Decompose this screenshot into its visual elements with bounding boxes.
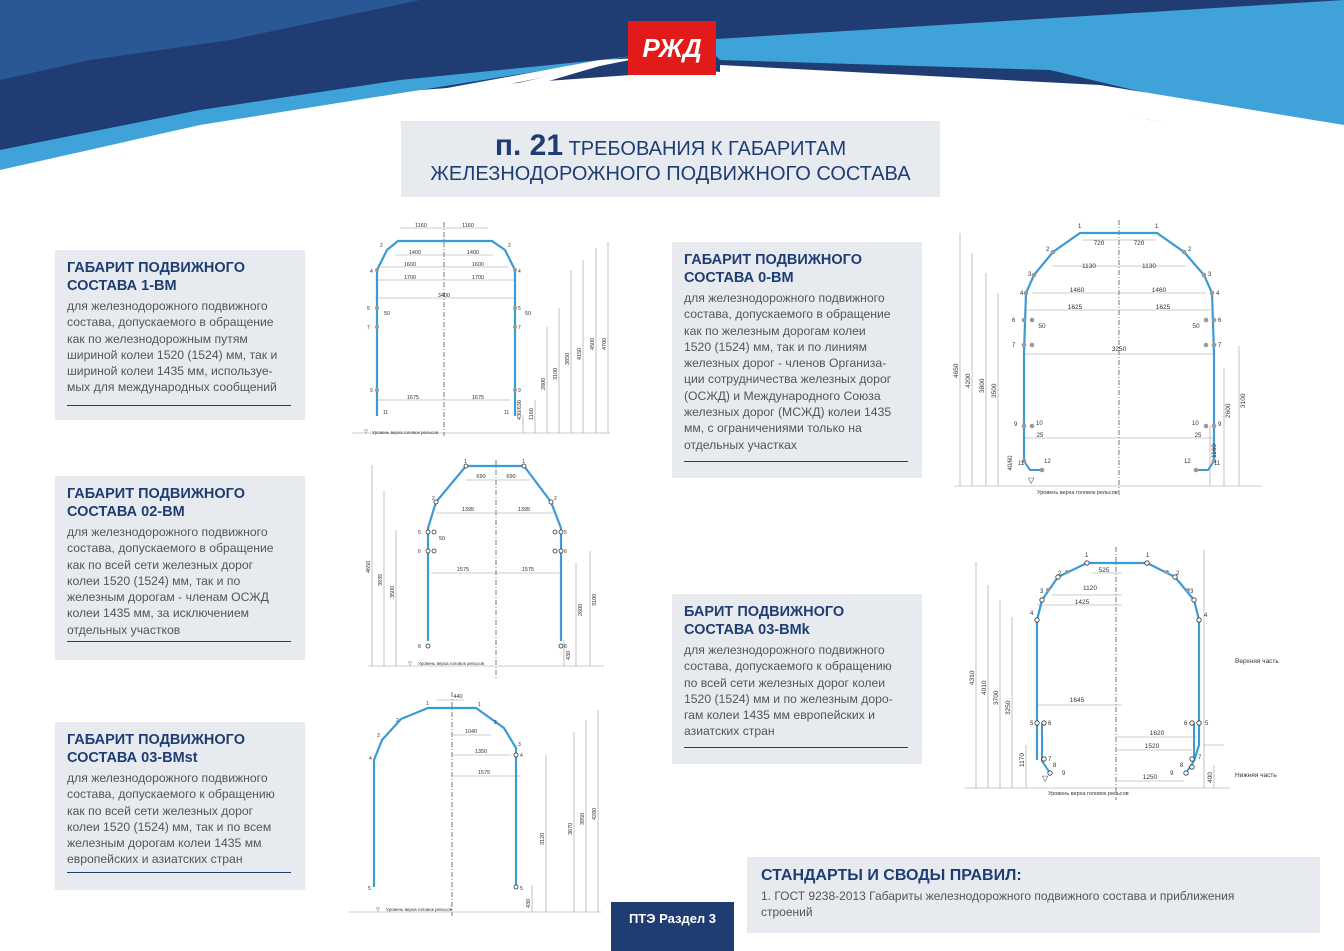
svg-text:12: 12 xyxy=(1184,459,1191,465)
svg-text:9: 9 xyxy=(1014,422,1018,428)
dim-label: 3120 xyxy=(540,832,546,845)
svg-text:9: 9 xyxy=(370,388,373,394)
svg-text:5: 5 xyxy=(367,306,370,312)
svg-text:4: 4 xyxy=(370,269,373,275)
diagram-03vmk xyxy=(962,545,1292,802)
dim-label: 1350 xyxy=(474,749,488,755)
svg-text:5: 5 xyxy=(518,306,521,312)
svg-text:2: 2 xyxy=(508,243,511,249)
svg-text:2: 2 xyxy=(1176,571,1180,577)
page-title-part1: ТРЕБОВАНИЯ К ГАБАРИТАМ xyxy=(568,138,847,160)
svg-text:5: 5 xyxy=(418,530,421,536)
dim-label: 1170 xyxy=(1019,753,1026,767)
card-title: ГАБАРИТ ПОДВИЖНОГО СОСТАВА 03-ВМst xyxy=(67,732,245,766)
dim-label: 1575 xyxy=(477,770,491,776)
svg-text:▽: ▽ xyxy=(364,429,368,435)
svg-text:5: 5 xyxy=(564,530,567,536)
svg-text:6: 6 xyxy=(1048,721,1052,727)
card-title: БАРИТ ПОДВИЖНОГО СОСТАВА 03-ВМk xyxy=(684,604,845,638)
dim-label: 720 xyxy=(1133,240,1145,247)
dim-label: 3100 xyxy=(1240,393,1247,408)
dim-label: 3500 xyxy=(390,585,396,598)
svg-text:7: 7 xyxy=(1218,343,1222,349)
page-title-box xyxy=(401,121,940,197)
dim-label: 50 xyxy=(383,311,391,317)
svg-text:▽: ▽ xyxy=(408,661,412,667)
dim-label: 50 xyxy=(438,536,446,542)
dim-label: 3500 xyxy=(991,383,998,398)
card-divider xyxy=(67,641,291,642)
dim-label: 430 xyxy=(566,650,572,660)
svg-text:3: 3 xyxy=(1040,589,1044,595)
dim-label: 4150 xyxy=(577,347,583,360)
dim-label: 4700 xyxy=(602,337,608,350)
svg-text:▽: ▽ xyxy=(376,907,380,913)
svg-text:9: 9 xyxy=(518,388,521,394)
standards-title: СТАНДАРТЫ И СВОДЫ ПРАВИЛ: xyxy=(761,867,1022,884)
dim-label: 525 xyxy=(1098,567,1110,574)
standards-box xyxy=(747,857,1320,933)
svg-text:5: 5 xyxy=(520,886,523,892)
card-divider xyxy=(684,461,908,462)
dim-label: 4500 xyxy=(590,337,596,350)
svg-text:11: 11 xyxy=(504,410,510,416)
card-title: ГАБАРИТ ПОДВИЖНОГО СОСТАВА 02-ВМ xyxy=(67,486,245,520)
svg-text:7: 7 xyxy=(1048,757,1052,763)
svg-text:9: 9 xyxy=(1170,771,1174,777)
dim-label: 4650 xyxy=(953,363,960,378)
svg-text:1: 1 xyxy=(1085,553,1089,559)
dim-label: 720 xyxy=(1093,240,1105,247)
svg-text:8: 8 xyxy=(418,644,421,650)
svg-text:4: 4 xyxy=(518,269,521,275)
dim-label: 1700 xyxy=(403,275,417,281)
svg-text:1: 1 xyxy=(522,459,525,465)
svg-text:12: 12 xyxy=(1044,459,1051,465)
dim-label: 1160 xyxy=(462,223,474,229)
svg-text:2: 2 xyxy=(1058,571,1062,577)
diagram-02vm xyxy=(366,458,606,680)
dim-label: 1400 xyxy=(408,250,422,256)
svg-text:1: 1 xyxy=(426,701,429,707)
dim-label: 1250 xyxy=(1142,774,1158,781)
svg-text:3: 3 xyxy=(1028,272,1032,278)
dim-label: 1600 xyxy=(403,262,417,268)
section-tag: ПТЭ Раздел 3 xyxy=(611,902,734,951)
dim-label: 3800 xyxy=(979,378,986,393)
dim-label: 1130 xyxy=(1142,263,1156,270)
card-02vm xyxy=(55,476,305,660)
dim-label: 2600 xyxy=(1225,403,1232,418)
card-title: ГАБАРИТ ПОДВИЖНОГО СОСТАВА 1-ВМ xyxy=(67,260,245,294)
svg-text:3: 3 xyxy=(1190,589,1194,595)
svg-text:4: 4 xyxy=(369,756,372,762)
dim-label: 1575 xyxy=(521,567,535,573)
dim-label: 1395 xyxy=(461,507,475,513)
card-1vm xyxy=(55,250,305,420)
page-title-number: п. 21 xyxy=(494,129,564,162)
svg-text:6: 6 xyxy=(418,549,421,555)
svg-text:4: 4 xyxy=(1204,613,1208,619)
svg-text:8: 8 xyxy=(1180,763,1184,769)
rail-level-label: Уровень верха головок рельсов xyxy=(1048,791,1129,797)
dim-label: 1600 xyxy=(471,262,485,268)
svg-text:5: 5 xyxy=(1205,721,1209,727)
svg-text:10: 10 xyxy=(1036,421,1043,427)
lower-part-label: Нижняя часть xyxy=(1235,772,1277,779)
dim-label: 1675 xyxy=(471,395,485,401)
svg-text:2: 2 xyxy=(432,496,435,502)
dim-label: 3100 xyxy=(592,593,598,606)
svg-text:1: 1 xyxy=(1078,224,1082,230)
svg-text:6: 6 xyxy=(564,549,567,555)
dim-label: 3250 xyxy=(1005,700,1012,715)
svg-text:▽: ▽ xyxy=(1028,476,1035,485)
dim-label: 2800 xyxy=(541,377,547,390)
dim-label: 690 xyxy=(476,474,486,480)
svg-text:7: 7 xyxy=(518,325,521,331)
dim-label: 2600 xyxy=(578,603,584,616)
dim-label: 1120 xyxy=(1083,585,1097,592)
dim-label: 3935 xyxy=(378,573,384,586)
card-0vm xyxy=(672,242,922,478)
svg-text:11: 11 xyxy=(1018,461,1025,467)
dim-label: 400 xyxy=(1207,772,1214,783)
dim-label: 50 xyxy=(1192,323,1200,330)
page-title-part2: ЖЕЛЕЗНОДОРОЖНОГО ПОДВИЖНОГО СОСТАВА xyxy=(430,163,911,185)
dim-label: 1575 xyxy=(456,567,470,573)
dim-label: 4280 xyxy=(592,807,598,820)
dim-label: 1130 xyxy=(1082,263,1096,270)
dim-label: 1520 xyxy=(1144,743,1160,750)
dim-label: 1700 xyxy=(471,275,485,281)
svg-text:3: 3 xyxy=(377,733,380,739)
brand-logo xyxy=(628,21,716,75)
svg-text:4: 4 xyxy=(520,753,523,759)
upper-part-label: Верхняя часть xyxy=(1235,658,1279,665)
dim-label: 3950 xyxy=(580,812,586,825)
diagram-03vmst xyxy=(346,690,608,918)
dim-label: 1620 xyxy=(1149,730,1165,737)
svg-text:1: 1 xyxy=(478,702,481,708)
dim-label: 25 xyxy=(1036,433,1044,439)
svg-text:9: 9 xyxy=(1062,771,1066,777)
dim-label: 430 xyxy=(526,898,532,908)
dim-label: 4010 xyxy=(981,680,988,695)
svg-text:1: 1 xyxy=(464,459,467,465)
card-divider xyxy=(67,872,291,873)
rail-level-label: Уровень верха головок рельсов xyxy=(1037,490,1118,496)
card-text: для железнодорожного подвижного состава, допускаемого к обращению по всей сети железных дорог колеи 1520 (1524) мм и по железным доро- гам колеи 1435 мм европейских и азиатских стран xyxy=(684,643,893,739)
svg-text:7: 7 xyxy=(367,325,370,331)
diagram-1vm xyxy=(350,220,615,442)
dim-label: 1625 xyxy=(1067,304,1083,311)
svg-text:2: 2 xyxy=(396,718,399,724)
card-text: для железнодорожного подвижного состава, допускаемого в обращение как по железнодорожным путям шириной колеи 1520 (1524) мм, так и шириной колеи 1435 мм, используе- мых для международных сообщений xyxy=(67,299,278,395)
svg-text:4: 4 xyxy=(1216,291,1220,297)
svg-text:4: 4 xyxy=(1030,611,1034,617)
dim-label: 440 xyxy=(453,694,463,700)
card-divider xyxy=(684,747,908,748)
dim-label: 3400 xyxy=(437,293,451,299)
dim-label: 1160 xyxy=(415,223,427,229)
svg-text:11: 11 xyxy=(383,410,389,416)
dim-label: 3100 xyxy=(553,367,559,380)
dim-label: 3250 xyxy=(1111,346,1127,353)
dim-label: 1160 xyxy=(529,408,535,420)
dim-label: 1400 xyxy=(466,250,480,256)
dim-label: 4200 xyxy=(965,373,972,388)
dim-label: 690 xyxy=(506,474,516,480)
dim-label: 1675 xyxy=(406,395,420,401)
dim-label: 1460 xyxy=(1069,287,1085,294)
svg-text:2: 2 xyxy=(1046,247,1050,253)
svg-text:4: 4 xyxy=(1020,291,1024,297)
dim-label: 1460 xyxy=(1151,287,1167,294)
svg-text:1: 1 xyxy=(1146,553,1150,559)
dim-label: 1425 xyxy=(1074,599,1090,606)
dim-label: 1395 xyxy=(517,507,531,513)
dim-label: 50 xyxy=(1038,323,1046,330)
dim-label: 4310 xyxy=(969,670,976,685)
svg-text:7: 7 xyxy=(1012,343,1016,349)
svg-text:5: 5 xyxy=(368,886,371,892)
rail-level-label: Уровень верха головок рельсов xyxy=(386,907,453,912)
standards-item: 1. ГОСТ 9238-2013 Габариты железнодорожного подвижного состава и приближения строений xyxy=(761,889,1235,919)
card-text: для железнодорожного подвижного состава, допускаемого к обращению как по всей сети железных дорог колеи 1520 (1524) мм, так и по всем железным дорогам колеи 1435 мм европейских и азиатских стран xyxy=(67,771,275,867)
svg-text:6: 6 xyxy=(1218,318,1222,324)
dim-label: 1160 xyxy=(1211,444,1218,458)
dim-label: 3850 xyxy=(565,352,571,365)
dim-label: 430/630 xyxy=(517,400,523,420)
svg-text:6: 6 xyxy=(1012,318,1016,324)
card-title: ГАБАРИТ ПОДВИЖНОГО СОСТАВА 0-ВМ xyxy=(684,252,862,286)
card-text: для железнодорожного подвижного состава, допускаемого в обращение как по железным дорогам колеи 1520 (1524) мм, так и по линиям железных дорог - членов Организа- ции сотрудничества железных дорог (ОСЖД) и Международного Союза железных дорог (МСЖД) колеи 1435 мм, с ограничениями только на отдельных участках xyxy=(684,291,892,452)
dim-label: 1040 xyxy=(464,729,478,735)
svg-text:2: 2 xyxy=(494,720,497,726)
card-divider xyxy=(67,405,291,406)
svg-text:10: 10 xyxy=(1192,421,1199,427)
logo-text: РЖД xyxy=(642,33,702,63)
dim-label: 1645 xyxy=(1069,697,1085,704)
svg-text:7: 7 xyxy=(1198,755,1202,761)
dim-label: 50 xyxy=(524,311,532,317)
svg-text:2: 2 xyxy=(1188,247,1192,253)
svg-text:8: 8 xyxy=(564,644,567,650)
svg-text:6: 6 xyxy=(1184,721,1188,727)
svg-text:11: 11 xyxy=(1214,461,1221,467)
dim-label: 40/60 xyxy=(1008,455,1014,471)
svg-text:2: 2 xyxy=(380,243,383,249)
card-03vmk xyxy=(672,594,922,764)
diagram-0vm xyxy=(952,218,1270,500)
dim-label: 4650 xyxy=(366,560,372,573)
svg-text:3: 3 xyxy=(518,742,521,748)
dim-label: 3670 xyxy=(568,822,574,835)
dim-label: 3700 xyxy=(993,690,1000,705)
svg-text:5: 5 xyxy=(1030,721,1034,727)
dim-label: 1625 xyxy=(1155,304,1171,311)
svg-text:▽: ▽ xyxy=(1042,774,1049,783)
svg-text:3: 3 xyxy=(1208,272,1212,278)
dim-label: 25 xyxy=(1194,433,1202,439)
svg-text:2: 2 xyxy=(554,496,557,502)
rail-level-label: Уровень верха головок рельсов xyxy=(372,430,439,435)
card-03vmst xyxy=(55,722,305,890)
svg-text:8: 8 xyxy=(1053,763,1057,769)
svg-text:9: 9 xyxy=(1218,422,1222,428)
card-text: для железнодорожного подвижного состава, допускаемого в обращение как по всей сети железных дорог колеи 1520 (1524) мм, так и по железным дорогам - членам ОСЖД колеи 1435 мм, за исключением отдельных участков xyxy=(67,525,274,637)
rail-level-label: Уровень верха головок рельсов xyxy=(418,661,485,666)
svg-text:1: 1 xyxy=(1155,224,1159,230)
